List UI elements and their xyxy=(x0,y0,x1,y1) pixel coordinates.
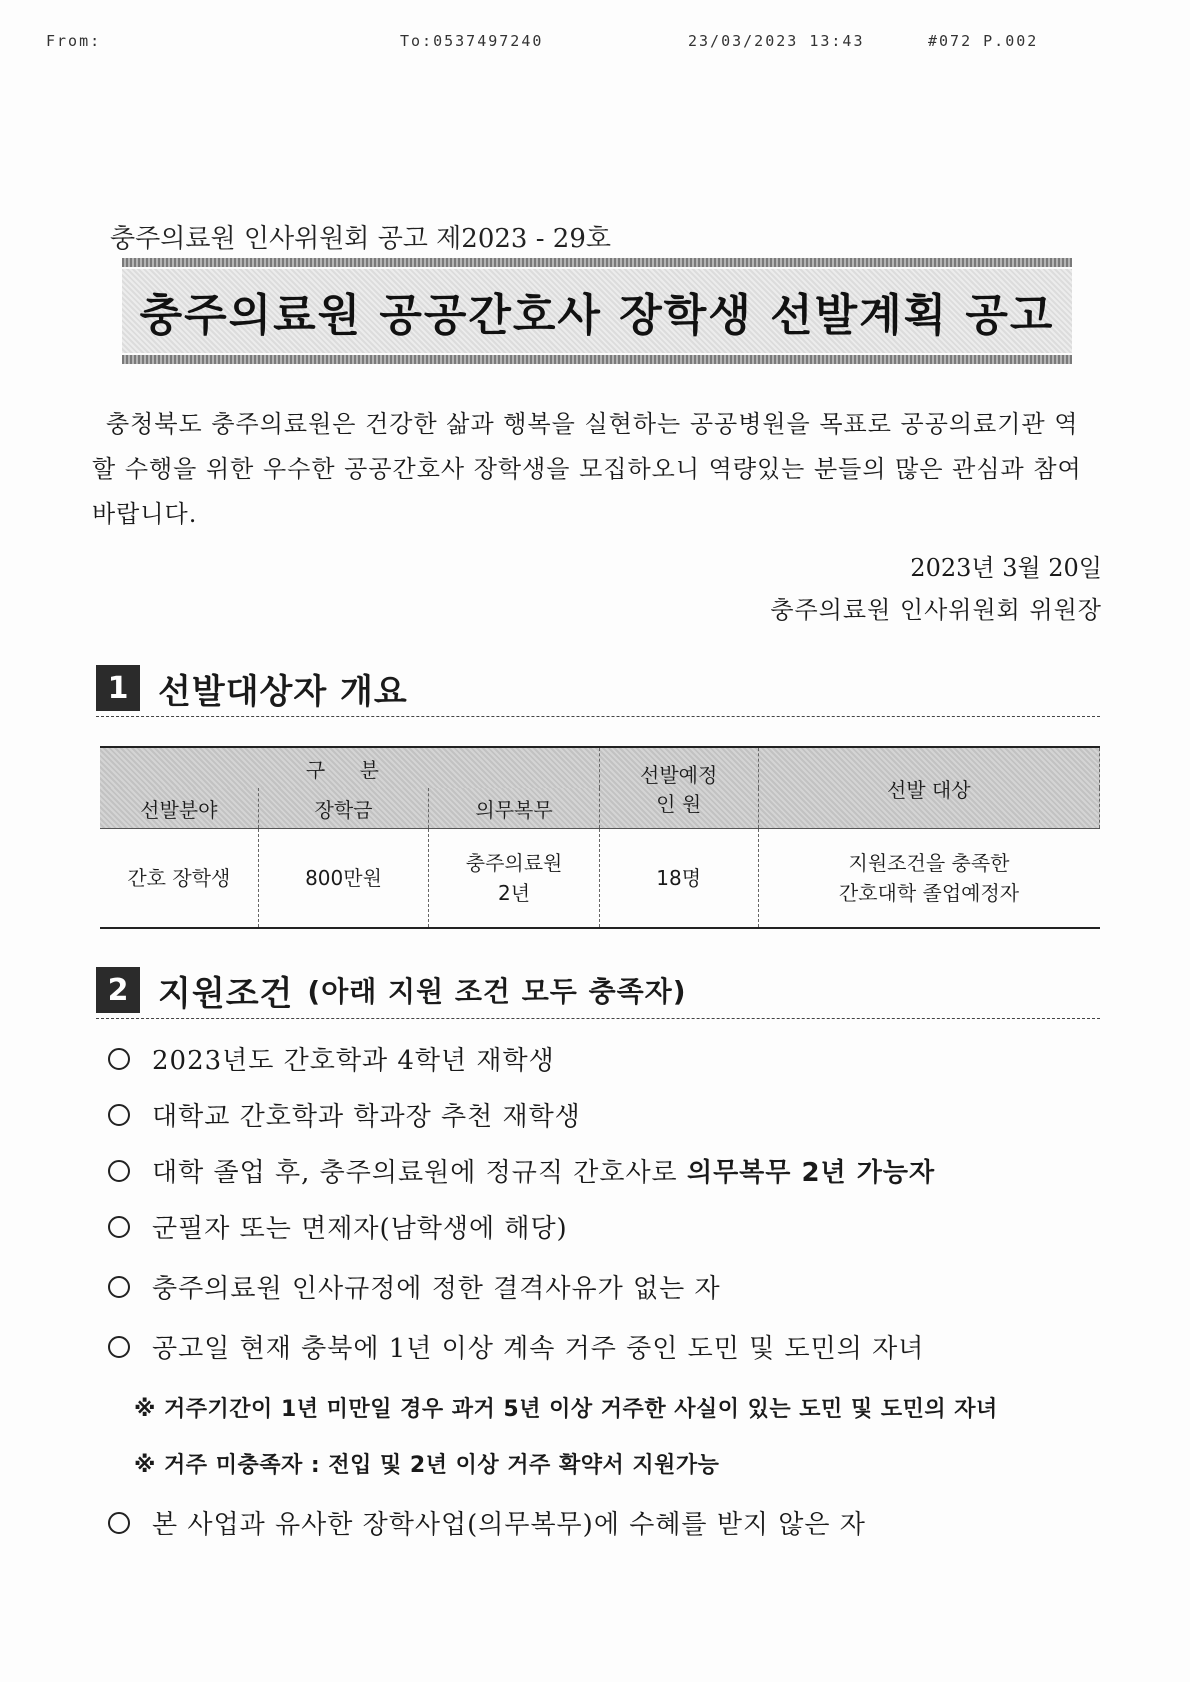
circle-bullet-icon xyxy=(108,1160,130,1182)
table-header-target: 선발 대상 xyxy=(758,747,1099,829)
condition-item xyxy=(108,1208,568,1245)
condition-item xyxy=(108,1040,555,1077)
notice-date: 2023년 3월 20일 xyxy=(910,554,1102,582)
fax-from: From: xyxy=(46,32,102,50)
circle-bullet-icon xyxy=(108,1512,130,1534)
quota-header-line1: 선발예정 xyxy=(640,763,718,787)
quota-header-line2: 인 원 xyxy=(656,792,702,816)
condition-item xyxy=(108,1096,581,1133)
circle-bullet-icon xyxy=(108,1104,130,1126)
circle-bullet-icon xyxy=(108,1216,130,1238)
circle-bullet-icon xyxy=(108,1048,130,1070)
cell-target xyxy=(758,829,1099,929)
notice-number: 충주의료원 인사위원회 공고 제2023 - 29호 xyxy=(110,224,611,254)
table-row xyxy=(100,829,1100,929)
residence-note: ※ 거주 미충족자 : 전입 및 2년 이상 거주 확약서 지원가능 xyxy=(134,1453,720,1478)
circle-bullet-icon xyxy=(108,1276,130,1298)
condition-text: 공고일 현재 충북에 1년 이상 계속 거주 중인 도민 및 도민의 자녀 xyxy=(152,1334,925,1364)
section-2-subtitle: (아래 지원 조건 모두 충족자) xyxy=(307,975,687,1008)
section-2-header xyxy=(96,962,1100,1019)
section-2-title: 지원조건 xyxy=(158,973,294,1014)
section-2-number: 2 xyxy=(96,967,140,1013)
selection-table xyxy=(100,746,1100,929)
section-1-title: 선발대상자 개요 xyxy=(158,671,408,712)
fax-to: To:0537497240 xyxy=(400,32,544,50)
fax-page: #072 P.002 xyxy=(928,32,1039,50)
cell-field: 간호 장학생 xyxy=(100,829,258,929)
cell-target-line1: 지원조건을 충족한 xyxy=(848,851,1010,875)
condition-item xyxy=(108,1504,866,1541)
condition-text: 군필자 또는 면제자(남학생에 해당) xyxy=(152,1214,568,1244)
cell-quota: 18명 xyxy=(599,829,758,929)
table-header-duty: 의무복무 xyxy=(429,788,599,829)
condition-item xyxy=(108,1268,721,1305)
condition-text: 대학 졸업 후, 충주의료원에 정규직 간호사로 xyxy=(152,1158,687,1188)
section-1-number: 1 xyxy=(96,665,140,711)
title-bottom-rule xyxy=(122,355,1072,364)
page-title: 충주의료원 공공간호사 장학생 선발계획 공고 xyxy=(139,290,1055,341)
cell-scholarship: 800만원 xyxy=(258,829,429,929)
table-header-quota xyxy=(599,747,758,829)
condition-bold-text: 의무복무 2년 가능자 xyxy=(686,1158,936,1188)
cell-duty xyxy=(429,829,599,929)
condition-text: 본 사업과 유사한 장학사업(의무복무)에 수혜를 받지 않은 자 xyxy=(152,1510,866,1540)
title-top-rule xyxy=(122,258,1072,267)
condition-text: 2023년도 간호학과 4학년 재학생 xyxy=(152,1046,555,1076)
title-bar xyxy=(122,269,1072,353)
signer: 충주의료원 인사위원회 위원장 xyxy=(770,596,1102,624)
condition-text: 대학교 간호학과 학과장 추천 재학생 xyxy=(152,1102,581,1132)
cell-target-line2: 간호대학 졸업예정자 xyxy=(838,881,1020,905)
section-1-header xyxy=(96,660,1100,717)
title-banner xyxy=(122,258,1072,364)
residence-note: ※ 거주기간이 1년 미만일 경우 과거 5년 이상 거주한 사실이 있는 도민 및 도민의 자녀 xyxy=(134,1397,998,1422)
condition-item xyxy=(108,1152,935,1189)
intro-paragraph: 충청북도 충주의료원은 건강한 삶과 행복을 실현하는 공공병원을 목표로 공공의료기관 역할 수행을 위한 우수한 공공간호사 장학생을 모집하오니 역량있는 분들의 많은 관심과 참여 바랍니다. xyxy=(92,410,1082,528)
table-header-scholarship: 장학금 xyxy=(258,788,429,829)
condition-text: 충주의료원 인사규정에 정한 결격사유가 없는 자 xyxy=(152,1274,721,1304)
fax-datetime: 23/03/2023 13:43 xyxy=(688,32,865,50)
circle-bullet-icon xyxy=(108,1336,130,1358)
cell-duty-line2: 2년 xyxy=(498,881,531,905)
cell-duty-line1: 충주의료원 xyxy=(465,851,563,875)
table-header-field: 선발분야 xyxy=(100,788,258,829)
condition-item xyxy=(108,1328,924,1365)
table-header-group: 구 분 xyxy=(100,747,599,788)
